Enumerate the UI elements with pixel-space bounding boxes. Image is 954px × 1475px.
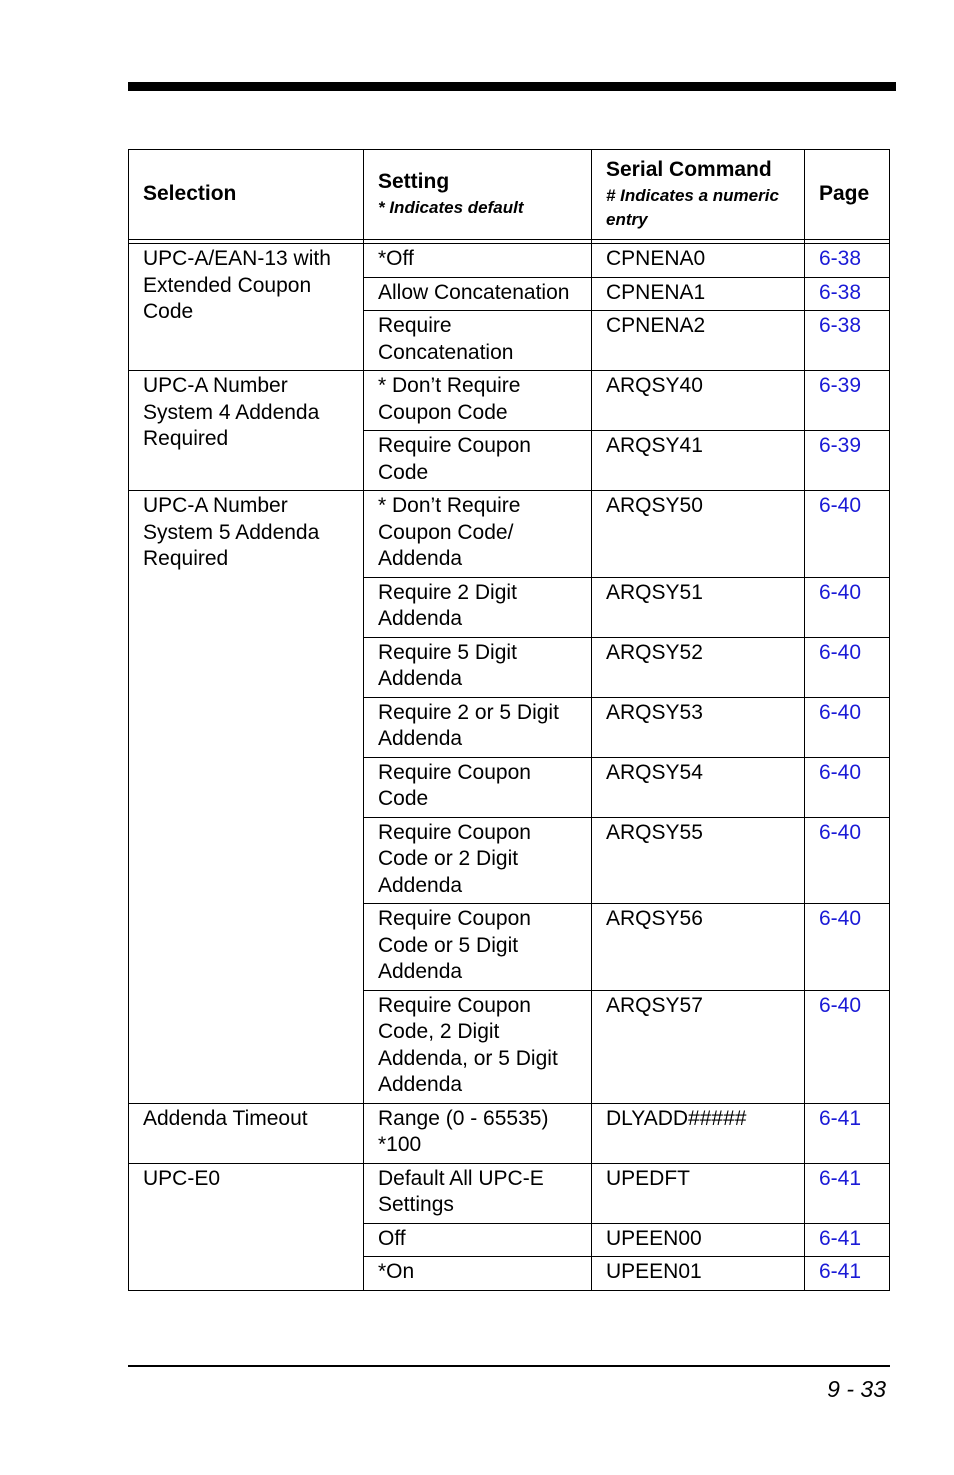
selection-cell: UPC-A Number System 5 Addenda Required <box>129 491 364 1104</box>
page-link[interactable]: 6-41 <box>819 1166 862 1190</box>
selection-cell: Addenda Timeout <box>129 1103 364 1163</box>
page-link[interactable]: 6-41 <box>819 1226 862 1250</box>
page-link[interactable]: 6-38 <box>819 280 862 304</box>
page-cell <box>805 990 890 1103</box>
page-link[interactable]: 6-40 <box>819 907 862 930</box>
bottom-rule <box>128 1365 890 1367</box>
command-cell: ARQSY55 <box>592 817 805 904</box>
page-cell <box>805 244 890 278</box>
setting-cell: Require Concatenation <box>364 311 592 371</box>
command-cell: CPNENA0 <box>592 244 805 278</box>
selection-cell: UPC-A/EAN-13 with Extended Coupon Code <box>129 244 364 371</box>
setting-cell: Default All UPC-E Settings <box>364 1163 592 1223</box>
setting-cell: Require Coupon Code, 2 Digit Addenda, or 5 Digit Addenda <box>364 990 592 1103</box>
page-link[interactable]: 6-40 <box>819 700 862 724</box>
page-cell <box>805 577 890 637</box>
page-link[interactable]: 6-39 <box>819 434 862 457</box>
header-setting: Setting * Indicates default <box>364 150 592 240</box>
page-cell <box>805 1257 890 1291</box>
command-cell: CPNENA2 <box>592 311 805 371</box>
page-cell <box>805 817 890 904</box>
setting-cell: Require 5 Digit Addenda <box>364 637 592 697</box>
table-header-row <box>129 150 890 240</box>
command-cell: ARQSY56 <box>592 904 805 991</box>
setting-cell: Require Coupon Code or 5 Digit Addenda <box>364 904 592 991</box>
page-cell <box>805 1223 890 1257</box>
page-link[interactable]: 6-40 <box>819 494 862 517</box>
page-cell <box>805 1103 890 1163</box>
command-table <box>128 149 890 1291</box>
setting-cell: Require 2 or 5 Digit Addenda <box>364 697 592 757</box>
page-cell <box>805 491 890 578</box>
page-link[interactable]: 6-40 <box>819 760 862 784</box>
header-selection: Selection <box>129 150 364 240</box>
setting-cell: *Off <box>364 244 592 278</box>
command-cell: UPEDFT <box>592 1163 805 1223</box>
page-cell <box>805 311 890 371</box>
command-cell: ARQSY40 <box>592 371 805 431</box>
setting-cell: Range (0 - 65535) *100 <box>364 1103 592 1163</box>
setting-cell: Off <box>364 1223 592 1257</box>
command-cell: ARQSY54 <box>592 757 805 817</box>
page-link[interactable]: 6-38 <box>819 247 862 270</box>
command-cell: UPEEN00 <box>592 1223 805 1257</box>
page-cell <box>805 904 890 991</box>
selection-cell: UPC-E0 <box>129 1163 364 1290</box>
command-cell: ARQSY52 <box>592 637 805 697</box>
page-link[interactable]: 6-38 <box>819 314 862 337</box>
command-cell: CPNENA1 <box>592 277 805 311</box>
page-link[interactable]: 6-40 <box>819 820 862 844</box>
setting-cell: Allow Concatenation <box>364 277 592 311</box>
table-row <box>129 1163 890 1223</box>
setting-cell: Require Coupon Code <box>364 757 592 817</box>
top-rule <box>128 82 896 91</box>
page-cell <box>805 637 890 697</box>
command-cell: ARQSY50 <box>592 491 805 578</box>
setting-cell: * Don’t Require Coupon Code/ Addenda <box>364 491 592 578</box>
command-cell: ARQSY41 <box>592 431 805 491</box>
header-serial-command: Serial Command # Indicates a numeric entry <box>592 150 805 240</box>
page-cell <box>805 757 890 817</box>
page-link[interactable]: 6-41 <box>819 1106 862 1130</box>
command-cell: ARQSY51 <box>592 577 805 637</box>
page-cell <box>805 277 890 311</box>
page-link[interactable]: 6-41 <box>819 1260 862 1283</box>
setting-cell: *On <box>364 1257 592 1291</box>
page-cell <box>805 371 890 431</box>
command-cell: UPEEN01 <box>592 1257 805 1291</box>
setting-cell: Require Coupon Code <box>364 431 592 491</box>
command-cell: DLYADD##### <box>592 1103 805 1163</box>
setting-cell: * Don’t Require Coupon Code <box>364 371 592 431</box>
page-cell <box>805 431 890 491</box>
page-cell <box>805 697 890 757</box>
table-row <box>129 1103 890 1163</box>
page-cell <box>805 1163 890 1223</box>
command-cell: ARQSY53 <box>592 697 805 757</box>
setting-cell: Require 2 Digit Addenda <box>364 577 592 637</box>
page-link[interactable]: 6-40 <box>819 993 862 1017</box>
page-link[interactable]: 6-39 <box>819 374 862 397</box>
command-cell: ARQSY57 <box>592 990 805 1103</box>
page-link[interactable]: 6-40 <box>819 580 862 604</box>
page-number: 9 - 33 <box>827 1376 886 1402</box>
table-row <box>129 371 890 431</box>
table-row <box>129 491 890 578</box>
header-page: Page <box>805 150 890 240</box>
selection-cell: UPC-A Number System 4 Addenda Required <box>129 371 364 491</box>
table-row <box>129 244 890 278</box>
page-link[interactable]: 6-40 <box>819 640 862 664</box>
setting-cell: Require Coupon Code or 2 Digit Addenda <box>364 817 592 904</box>
